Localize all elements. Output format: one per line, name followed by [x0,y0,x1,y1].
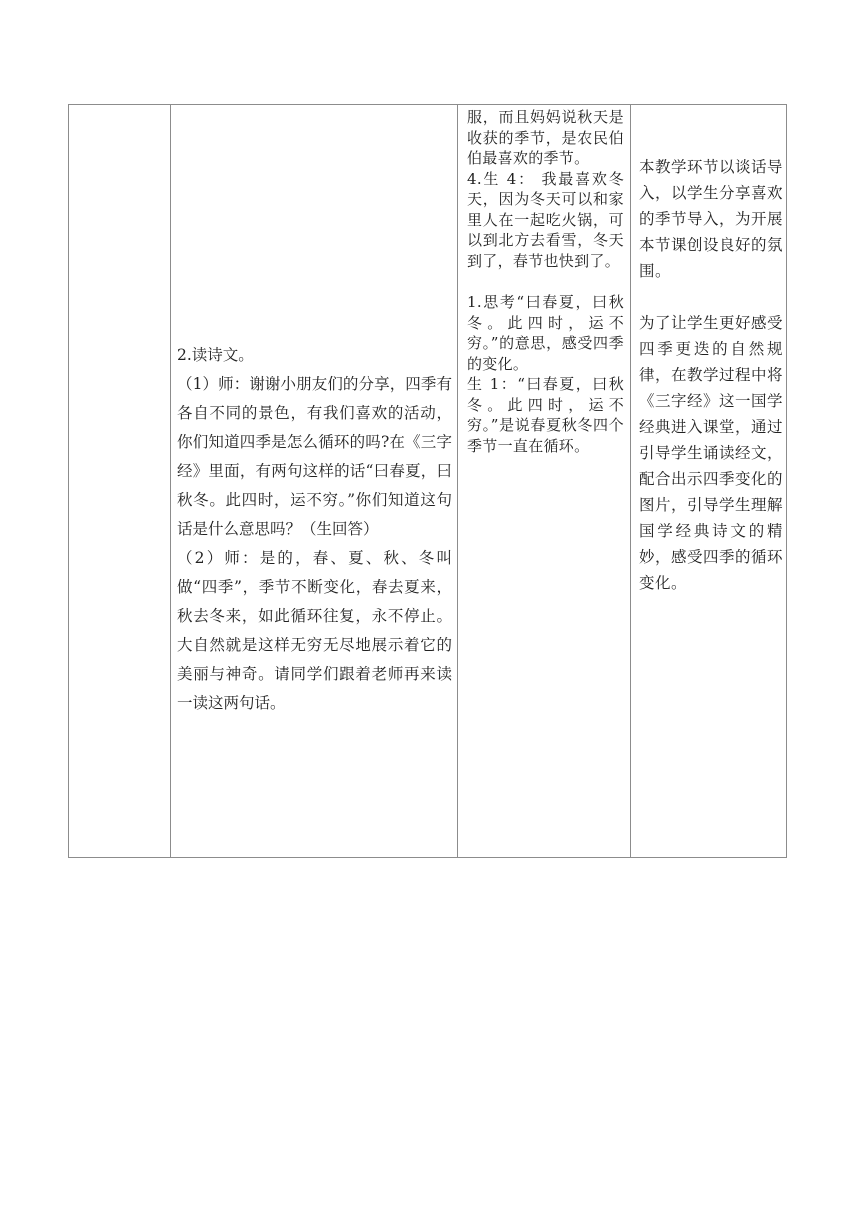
teacher-heading: 2.读诗文。 [177,346,254,364]
teacher-activity-cell [171,105,458,858]
design-paragraph-2: 为了让学生更好感受四季更迭的自然规律，在教学过程中将《三字经》这一国学经典进入课堂，通过引导学生诵读经文，配合出示四季变化的图片，引导学生理解国学经典诗文的精妙，感受四季的循环变化。 [639,314,784,592]
design-intent-text [639,154,783,596]
teacher-activity-text [177,341,452,718]
student-task: 1.思考“曰春夏，曰秋冬。此四时，运不穷。”的意思，感受四季的变化。 [467,293,624,373]
design-paragraph-1: 本教学环节以谈话导入，以学生分享喜欢的季节导入，为开展本节课创设良好的氛围。 [639,158,784,280]
teacher-paragraph-1: （1）师：谢谢小朋友们的分享，四季有各自不同的景色，有我们喜欢的活动，你们知道四季是怎么循环的吗?在《三字经》里面，有两句这样的话“曰春夏，曰秋冬。此四时，运不穷。”你们知道这句话是什么意思吗？（生回答） [177,375,452,538]
student-activity-text [467,107,624,456]
teacher-paragraph-2: （2）师：是的，春、夏、秋、冬叫做“四季”，季节不断变化，春去夏来，秋去冬来，如此循环往复，永不停止。大自然就是这样无穷无尽地展示着它的美丽与神奇。请同学们跟着老师再来读一读这两句话。 [177,549,452,712]
student-4-answer: 4.生 4： 我最喜欢冬天，因为冬天可以和家里人在一起吃火锅，可以到北方去看雪，冬天到了，春节也快到了。 [467,169,624,270]
lesson-plan-table [68,104,787,858]
stage-cell [69,105,171,858]
student-continued-text: 服，而且妈妈说秋天是收获的季节，是农民伯伯最喜欢的季节。 [467,108,624,167]
table-row [69,105,787,858]
design-intent-cell [631,105,787,858]
student-1-answer: 生 1：“曰春夏，曰秋冬。此四时，运不穷。”是说春夏秋冬四个季节一直在循环。 [467,375,624,455]
student-activity-cell [458,105,631,858]
